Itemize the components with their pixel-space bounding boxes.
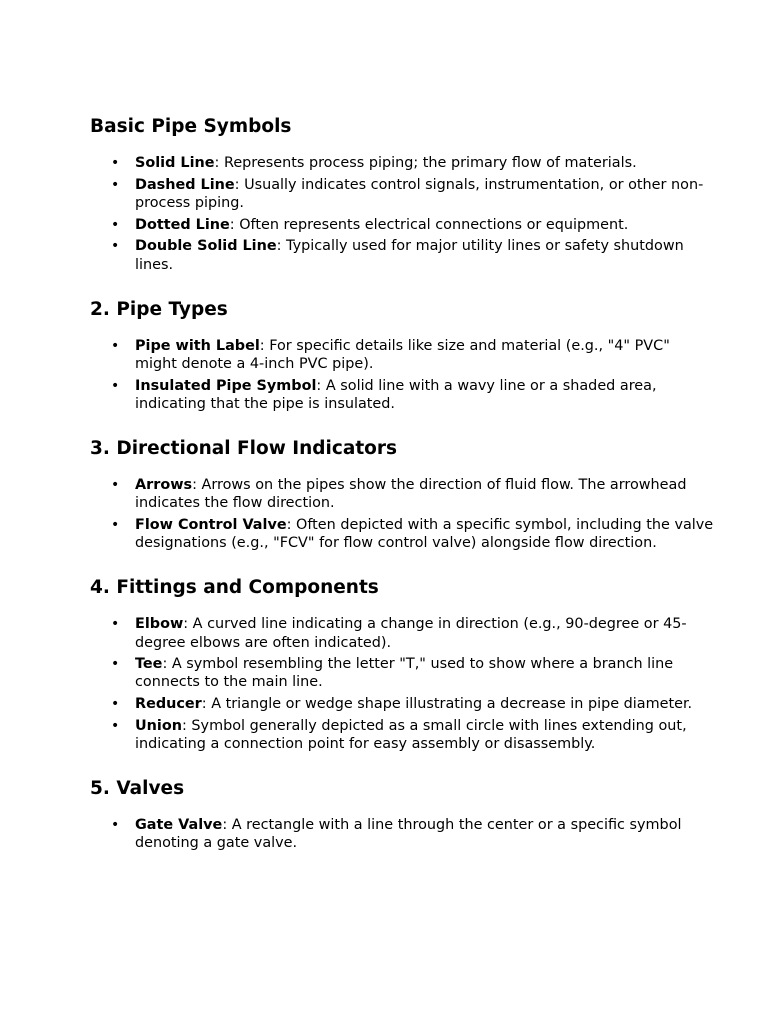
section-directional-flow-indicators <box>90 437 714 552</box>
item-term: Tee <box>135 656 163 673</box>
bullet-list <box>90 615 693 753</box>
bullet-icon: • <box>111 216 120 233</box>
bullet-list <box>90 816 682 852</box>
item-description: : Symbol generally depicted as a small circle with lines extending out, indicating a connection point for easy assembly or disassembly. <box>135 717 687 753</box>
bullet-icon: • <box>111 238 120 255</box>
item-term: Insulated Pipe Symbol <box>135 377 317 394</box>
list-item <box>90 237 715 273</box>
bullet-icon: • <box>111 696 120 713</box>
section-heading: 4. Fittings and Components <box>90 577 379 599</box>
bullet-icon: • <box>111 377 120 394</box>
bullet-icon: • <box>111 817 120 834</box>
list-item <box>90 216 715 234</box>
list-item <box>90 816 715 852</box>
item-description: : A triangle or wedge shape illustrating a decrease in pipe diameter. <box>201 696 693 713</box>
item-description: : For specific details like size and material (e.g., "4" PVC" might denote a 4-inch PVC pipe). <box>135 337 670 372</box>
bullet-list <box>90 476 714 552</box>
item-description: : A rectangle with a line through the center or a specific symbol denoting a gate valve. <box>135 817 682 852</box>
bullet-icon: • <box>111 155 120 171</box>
list-item <box>90 476 715 512</box>
bullet-icon: • <box>111 516 120 533</box>
item-term: Elbow <box>135 616 184 633</box>
list-item <box>90 154 715 172</box>
item-term: Reducer <box>135 696 202 713</box>
item-term: Solid Line <box>135 155 215 171</box>
item-description: : A curved line indicating a change in direction (e.g., 90-degree or 45-degree elbows are often indicated). <box>135 616 687 651</box>
section-heading: Basic Pipe Symbols <box>90 116 292 137</box>
bullet-list <box>90 337 678 413</box>
bullet-icon: • <box>111 717 120 734</box>
item-description: : Usually indicates control signals, instrumentation, or other non-process piping. <box>135 176 704 211</box>
list-item <box>90 337 715 373</box>
item-description: : Represents process piping; the primary flow of materials. <box>214 155 637 171</box>
bullet-icon: • <box>111 337 120 354</box>
section-heading: 3. Directional Flow Indicators <box>90 438 398 460</box>
item-term: Dashed Line <box>135 176 235 193</box>
section-heading: 5. Valves <box>90 778 185 800</box>
item-term: Union <box>135 717 182 734</box>
list-item <box>90 377 715 413</box>
list-item <box>90 516 715 552</box>
bullet-icon: • <box>111 616 120 633</box>
bullet-icon: • <box>111 477 120 494</box>
item-description: : A symbol resembling the letter "T," used to show where a branch line connects to the main line. <box>135 656 674 691</box>
list-item <box>90 717 715 753</box>
section-fittings-and-components <box>90 576 693 753</box>
item-description: : Often represents electrical connections or equipment. <box>229 216 629 233</box>
item-term: Dotted Line <box>135 216 230 233</box>
bullet-list <box>90 154 704 274</box>
list-item <box>90 615 715 651</box>
item-description: : Typically used for major utility lines or safety shutdown lines. <box>135 238 684 273</box>
list-item <box>90 695 715 713</box>
item-description: : Arrows on the pipes show the direction of fluid flow. The arrowhead indicates the flow direction. <box>135 477 687 512</box>
section-heading: 2. Pipe Types <box>90 298 228 320</box>
item-description: : Often depicted with a specific symbol, including the valve designations (e.g., "FCV" for flow control valve) alongside flow direction. <box>135 516 714 552</box>
item-description: : A solid line with a wavy line or a shaded area, indicating that the pipe is insulated. <box>135 377 657 412</box>
item-term: Pipe with Label <box>135 337 260 354</box>
bullet-icon: • <box>111 176 120 193</box>
item-term: Double Solid Line <box>135 238 277 255</box>
list-item <box>90 176 715 212</box>
list-item <box>90 655 715 691</box>
item-term: Flow Control Valve <box>135 516 287 533</box>
section-basic-pipe-symbols <box>90 115 704 274</box>
section-valves <box>90 777 682 852</box>
bullet-icon: • <box>111 656 120 673</box>
item-term: Gate Valve <box>135 817 223 834</box>
section-pipe-types <box>90 298 678 413</box>
item-term: Arrows <box>135 477 193 494</box>
